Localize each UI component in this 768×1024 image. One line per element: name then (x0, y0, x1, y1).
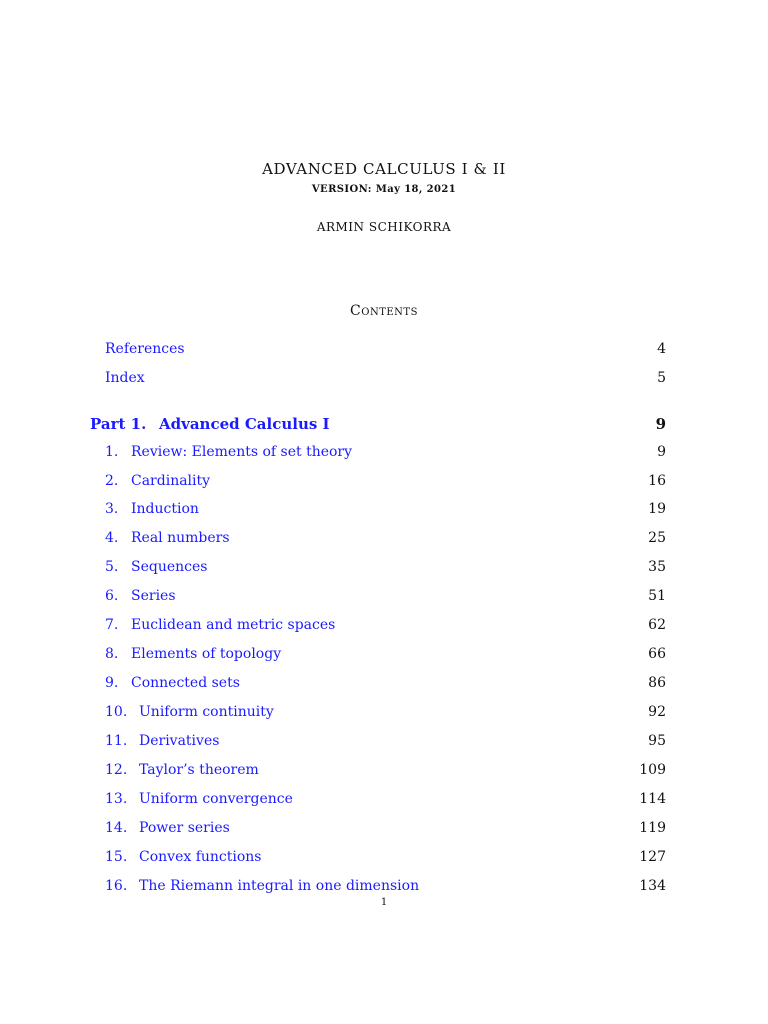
toc-section-1[interactable] (0, 444, 768, 464)
toc-part-number: Part 1. (90, 415, 147, 433)
toc-section-number: 1. (105, 444, 119, 460)
toc-section-2[interactable] (0, 473, 768, 493)
toc-section-number: 9. (105, 675, 119, 691)
toc-section-label: Induction (131, 501, 199, 517)
toc-section-7[interactable] (0, 617, 768, 637)
toc-section-label: Real numbers (131, 530, 230, 546)
toc-section-16[interactable] (0, 878, 768, 898)
toc-section-page: 92 (648, 704, 666, 720)
toc-section-number: 16. (105, 878, 128, 894)
toc-section-6[interactable] (0, 588, 768, 608)
toc-section-page: 119 (639, 820, 666, 836)
toc-section-label: Convex functions (139, 849, 262, 865)
contents-heading: Contents (350, 303, 418, 319)
author-name: ARMIN SCHIKORRA (316, 220, 452, 234)
toc-section-page: 19 (648, 501, 666, 517)
toc-section-number: 4. (105, 530, 119, 546)
toc-section-4[interactable] (0, 530, 768, 550)
toc-section-number: 13. (105, 791, 128, 807)
toc-section-page: 86 (648, 675, 666, 691)
toc-section-page: 127 (639, 849, 666, 865)
toc-section-12[interactable] (0, 762, 768, 782)
toc-section-3[interactable] (0, 501, 768, 521)
toc-section-label: Series (131, 588, 176, 604)
toc-section-15[interactable] (0, 849, 768, 869)
toc-section-label: Sequences (131, 559, 208, 575)
toc-section-page: 114 (639, 791, 666, 807)
toc-section-page: 25 (648, 530, 666, 546)
toc-section-label: The Riemann integral in one dimension (139, 878, 420, 894)
toc-section-label: Uniform continuity (139, 704, 274, 720)
document-title: ADVANCED CALCULUS I & II (262, 160, 506, 178)
toc-section-page: 66 (648, 646, 666, 662)
toc-section-label: Taylor’s theorem (139, 762, 259, 778)
toc-entry-index[interactable] (0, 370, 768, 390)
toc-section-label: Power series (139, 820, 230, 836)
toc-section-number: 7. (105, 617, 119, 633)
page-number: 1 (380, 897, 388, 908)
toc-section-number: 8. (105, 646, 119, 662)
toc-part-1[interactable] (0, 415, 768, 435)
toc-section-page: 62 (648, 617, 666, 633)
toc-section-page: 35 (648, 559, 666, 575)
toc-section-number: 11. (105, 733, 128, 749)
toc-section-label: Elements of topology (131, 646, 282, 662)
toc-section-number: 15. (105, 849, 128, 865)
toc-section-page: 9 (657, 444, 666, 460)
toc-entry-label: Index (105, 370, 145, 386)
toc-section-label: Cardinality (131, 473, 211, 489)
toc-section-page: 109 (639, 762, 666, 778)
version-line: VERSION: May 18, 2021 (311, 184, 457, 195)
toc-section-number: 5. (105, 559, 119, 575)
toc-section-label: Euclidean and metric spaces (131, 617, 336, 633)
toc-section-number: 12. (105, 762, 128, 778)
toc-section-11[interactable] (0, 733, 768, 753)
toc-entry-page: 5 (657, 370, 666, 386)
toc-entry-page: 4 (657, 341, 666, 357)
toc-section-number: 10. (105, 704, 128, 720)
toc-section-number: 3. (105, 501, 119, 517)
toc-section-8[interactable] (0, 646, 768, 666)
toc-part-page: 9 (655, 415, 666, 433)
toc-section-page: 95 (648, 733, 666, 749)
toc-section-label: Review: Elements of set theory (131, 444, 353, 460)
toc-section-9[interactable] (0, 675, 768, 695)
toc-section-number: 6. (105, 588, 119, 604)
toc-entry-references[interactable] (0, 341, 768, 361)
toc-section-label: Derivatives (139, 733, 220, 749)
toc-section-number: 14. (105, 820, 128, 836)
toc-section-label: Connected sets (131, 675, 240, 691)
toc-section-13[interactable] (0, 791, 768, 811)
toc-section-label: Uniform convergence (139, 791, 293, 807)
toc-section-page: 51 (648, 588, 666, 604)
toc-section-number: 2. (105, 473, 119, 489)
toc-section-10[interactable] (0, 704, 768, 724)
toc-section-5[interactable] (0, 559, 768, 579)
toc-section-14[interactable] (0, 820, 768, 840)
toc-section-page: 134 (639, 878, 666, 894)
toc-part-label: Advanced Calculus I (159, 415, 330, 433)
toc-section-page: 16 (648, 473, 666, 489)
toc-entry-label: References (105, 341, 185, 357)
